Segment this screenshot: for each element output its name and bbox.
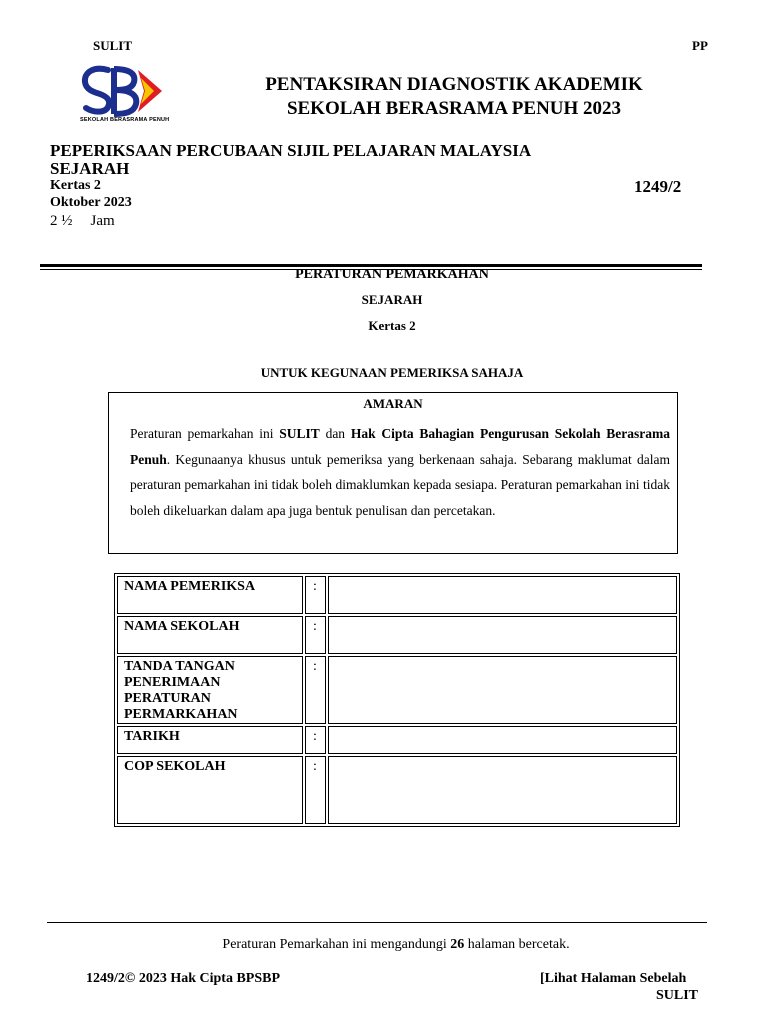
page-count-prefix: Peraturan Pemarkahan ini mengandungi xyxy=(222,937,451,952)
form-row-date xyxy=(117,726,677,754)
warning-bold-sulit: SULIT xyxy=(279,426,320,441)
date-field[interactable] xyxy=(328,726,677,754)
form-colon: : xyxy=(305,726,326,754)
form-label: NAMA PEMERIKSA xyxy=(117,576,303,614)
marking-scheme-subject: SEJARAH xyxy=(361,292,423,307)
examiner-only-notice: UNTUK KEGUNAAN PEMERIKSA SAHAJA xyxy=(260,365,524,380)
page-count-suffix: halaman bercetak. xyxy=(464,937,570,952)
signature-field[interactable] xyxy=(328,656,677,724)
form-row-school-name xyxy=(117,616,677,654)
form-label: COP SEKOLAH xyxy=(117,756,303,824)
classification-top: SULIT xyxy=(93,38,133,53)
exam-code: 1249/2 xyxy=(634,177,682,196)
copyright-notice: 1249/2© 2023 Hak Cipta BPSBP xyxy=(86,971,281,986)
footer-divider xyxy=(47,922,707,923)
school-stamp-field[interactable] xyxy=(328,756,677,824)
warning-text-part: . Kegunaanya khusus untuk pemeriksa yang berkenaan sahaja. Sebarang maklumat dalam peraturan pemarkahan ini tidak boleh dimaklumkan kepada sesiapa. Peraturan pemarkahan ini tidak boleh dikeluarkan dalam apa juga bentuk penulisan dan percetakan. xyxy=(130,451,670,518)
pp-marker: PP xyxy=(692,38,708,53)
form-label: TARIKH xyxy=(117,726,303,754)
form-row-examiner-name xyxy=(117,576,677,614)
heading-line-2: SEKOLAH BERASRAMA PENUH 2023 xyxy=(286,98,622,119)
exam-name: PEPERIKSAAN PERCUBAAN SIJIL PELAJARAN MALAYSIA xyxy=(50,141,532,160)
exam-date: Oktober 2023 xyxy=(50,195,132,210)
heading-line-1: PENTAKSIRAN DIAGNOSTIK AKADEMIK xyxy=(265,74,643,95)
document-heading xyxy=(170,73,738,121)
page-count-number: 26 xyxy=(450,937,465,952)
examiner-form-table xyxy=(114,573,680,827)
marking-scheme-title: PERATURAN PEMARKAHAN xyxy=(295,267,489,282)
form-label: TANDA TANGAN PENERIMAAN PERATURAN PERMARKAHAN xyxy=(117,656,303,724)
page-count-note xyxy=(40,937,752,953)
form-colon: : xyxy=(305,756,326,824)
exam-paper: Kertas 2 xyxy=(50,178,101,193)
warning-text-part: Peraturan pemarkahan ini xyxy=(130,426,280,441)
form-row-school-stamp xyxy=(117,756,677,824)
form-colon: : xyxy=(305,576,326,614)
form-row-signature xyxy=(117,656,677,724)
marking-scheme-paper: Kertas 2 xyxy=(368,318,416,333)
warning-box xyxy=(108,392,678,554)
duration-value: 2 ½ xyxy=(50,213,73,229)
warning-bold-copyright: Hak Cipta Bahagian Pengurusan Sekolah Berasrama Penuh xyxy=(130,426,670,467)
warning-title: AMARAN xyxy=(363,396,423,411)
duration-unit: Jam xyxy=(90,213,115,229)
form-colon: : xyxy=(305,656,326,724)
classification-bottom: SULIT xyxy=(656,988,699,1003)
form-label: NAMA SEKOLAH xyxy=(117,616,303,654)
logo-caption: SEKOLAH BERASRAMA PENUH xyxy=(80,117,170,123)
examiner-name-field[interactable] xyxy=(328,576,677,614)
exam-subject: SEJARAH xyxy=(50,159,130,178)
exam-duration xyxy=(50,213,115,230)
form-colon: : xyxy=(305,616,326,654)
warning-text-part: dan xyxy=(319,426,351,441)
school-name-field[interactable] xyxy=(328,616,677,654)
next-page-note: [Lihat Halaman Sebelah xyxy=(540,971,687,986)
warning-text xyxy=(130,421,670,523)
